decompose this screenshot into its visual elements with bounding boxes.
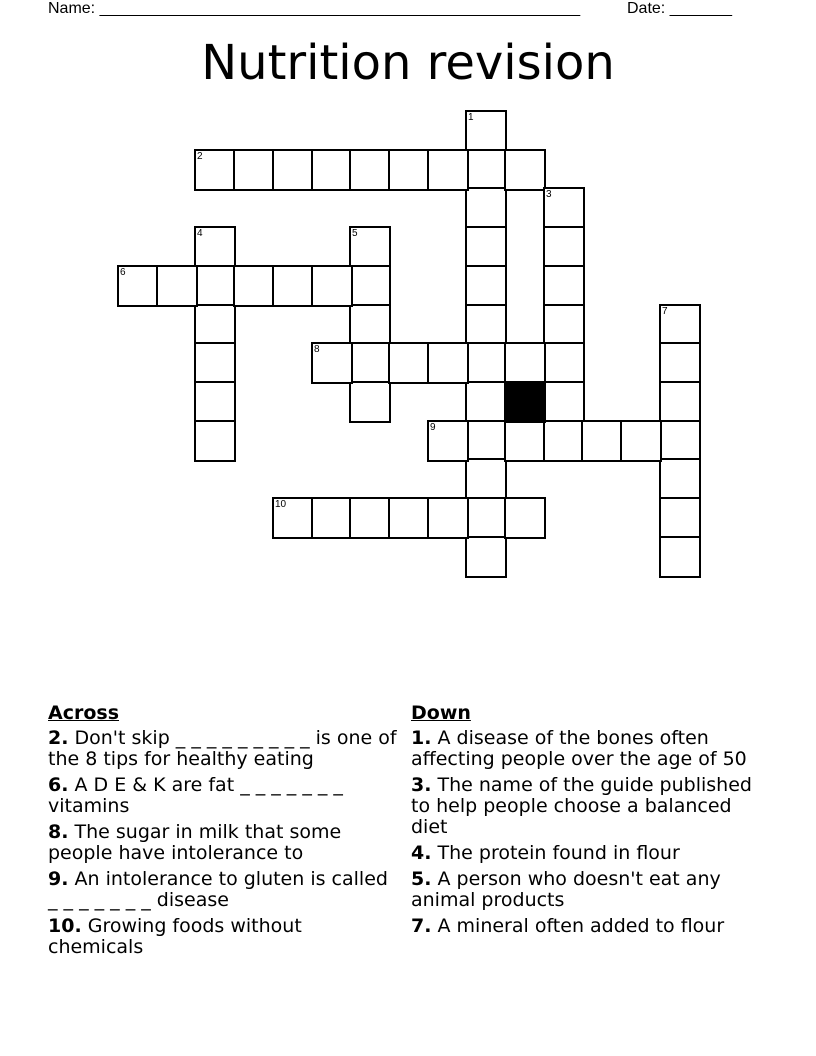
crossword-cell[interactable] xyxy=(659,497,701,539)
clue-text: A mineral often added to flour xyxy=(437,915,725,937)
date-field-label: Date: _______ xyxy=(627,0,732,17)
clue-number: 2. xyxy=(48,727,69,749)
crossword-cell[interactable] xyxy=(427,497,469,539)
clue-across-2 xyxy=(48,728,403,770)
page-title: Nutrition revision xyxy=(201,35,615,91)
clue-number: 8. xyxy=(48,821,69,843)
crossword-cell[interactable] xyxy=(156,265,198,307)
crossword-cell[interactable] xyxy=(427,420,469,462)
crossword-cell[interactable] xyxy=(504,342,546,384)
crossword-cell[interactable] xyxy=(465,304,507,346)
crossword-cell[interactable] xyxy=(465,536,507,578)
clue-text: The name of the guide published to help people choose a balanced diet xyxy=(411,774,752,838)
crossword-cell[interactable] xyxy=(233,149,275,191)
crossword-cell[interactable] xyxy=(194,304,236,346)
clue-text: A D E & K are fat _ _ _ _ _ _ _ vitamins xyxy=(48,774,343,817)
crossword-cell[interactable] xyxy=(311,149,353,191)
crossword-cell[interactable] xyxy=(659,342,701,384)
crossword-cell[interactable] xyxy=(504,497,546,539)
name-field-label: Name: ______________________________________________________ xyxy=(48,0,581,17)
across-heading: Across xyxy=(48,702,120,724)
crossword-cell[interactable] xyxy=(659,536,701,578)
crossword-cell[interactable] xyxy=(388,149,430,191)
crossword-cell[interactable] xyxy=(233,265,275,307)
crossword-cell[interactable] xyxy=(349,304,391,346)
cell-number: 3 xyxy=(546,189,552,200)
crossword-cell[interactable] xyxy=(272,497,314,539)
crossword-cell[interactable] xyxy=(504,149,546,191)
cell-number: 6 xyxy=(120,267,126,278)
clue-across-8 xyxy=(48,822,403,864)
cell-number: 2 xyxy=(197,151,203,162)
crossword-cell[interactable] xyxy=(349,381,391,423)
crossword-cell[interactable] xyxy=(659,458,701,500)
cell-number: 10 xyxy=(275,499,287,510)
crossword-cell[interactable] xyxy=(465,342,507,384)
crossword-cell[interactable] xyxy=(349,497,391,539)
crossword-cell[interactable] xyxy=(465,226,507,268)
clue-down-7 xyxy=(411,916,766,937)
crossword-cell[interactable] xyxy=(659,381,701,423)
clue-down-5 xyxy=(411,869,766,911)
cell-number: 7 xyxy=(662,306,668,317)
cell-number: 9 xyxy=(430,422,436,433)
clue-number: 5. xyxy=(411,868,432,890)
crossword-cell[interactable] xyxy=(349,265,391,307)
across-clues xyxy=(48,703,403,963)
crossword-cell[interactable] xyxy=(659,420,701,462)
crossword-cell[interactable] xyxy=(388,497,430,539)
crossword-cell[interactable] xyxy=(194,342,236,384)
clue-text: A disease of the bones often affecting people over the age of 50 xyxy=(411,727,747,770)
crossword-cell[interactable] xyxy=(543,420,585,462)
crossword-cell[interactable] xyxy=(311,265,353,307)
crossword-cell[interactable] xyxy=(117,265,159,307)
clue-text: A person who doesn't eat any animal products xyxy=(411,868,721,911)
crossword-cell[interactable] xyxy=(349,226,391,268)
cell-number: 4 xyxy=(197,228,203,239)
crossword-cell[interactable] xyxy=(194,149,236,191)
cell-number: 5 xyxy=(352,228,358,239)
crossword-cell[interactable] xyxy=(465,458,507,500)
clue-across-9 xyxy=(48,869,403,911)
crossword-cell[interactable] xyxy=(543,381,585,423)
clue-number: 1. xyxy=(411,727,432,749)
clue-across-10 xyxy=(48,916,403,958)
crossword-cell[interactable] xyxy=(349,149,391,191)
clue-number: 3. xyxy=(411,774,432,796)
crossword-cell[interactable] xyxy=(194,381,236,423)
clue-text: The sugar in milk that some people have intolerance to xyxy=(48,821,342,864)
crossword-cell[interactable] xyxy=(194,226,236,268)
crossword-cell[interactable] xyxy=(543,342,585,384)
clue-down-3 xyxy=(411,775,766,838)
crossword-cell[interactable] xyxy=(194,420,236,462)
crossword-cell[interactable] xyxy=(543,226,585,268)
crossword-cell[interactable] xyxy=(659,304,701,346)
down-heading: Down xyxy=(411,702,471,724)
crossword-cell[interactable] xyxy=(465,381,507,423)
crossword-cell[interactable] xyxy=(620,420,662,462)
crossword-cell[interactable] xyxy=(504,420,546,462)
clue-number: 9. xyxy=(48,868,69,890)
crossword-cell[interactable] xyxy=(543,187,585,229)
clue-number: 4. xyxy=(411,842,432,864)
crossword-cell[interactable] xyxy=(311,497,353,539)
cell-number: 8 xyxy=(314,344,320,355)
crossword-cell[interactable] xyxy=(543,265,585,307)
clue-text: Growing foods without chemicals xyxy=(48,915,302,958)
black-cell xyxy=(504,381,546,423)
crossword-cell[interactable] xyxy=(465,149,507,191)
crossword-cell[interactable] xyxy=(465,110,507,152)
clue-down-4 xyxy=(411,843,766,864)
clue-text: Don't skip _ _ _ _ _ _ _ _ _ is one of the 8 tips for healthy eating xyxy=(48,727,397,770)
clue-text: The protein found in flour xyxy=(437,842,680,864)
clue-number: 7. xyxy=(411,915,432,937)
crossword-cell[interactable] xyxy=(311,342,353,384)
crossword-cell[interactable] xyxy=(465,265,507,307)
crossword-cell[interactable] xyxy=(427,149,469,191)
crossword-cell[interactable] xyxy=(272,265,314,307)
crossword-cell[interactable] xyxy=(465,420,507,462)
down-clues xyxy=(411,703,766,942)
crossword-cell[interactable] xyxy=(581,420,623,462)
crossword-cell[interactable] xyxy=(465,187,507,229)
cell-number: 1 xyxy=(468,112,474,123)
crossword-cell[interactable] xyxy=(465,497,507,539)
clue-number: 10. xyxy=(48,915,82,937)
clue-number: 6. xyxy=(48,774,69,796)
clue-down-1 xyxy=(411,728,766,770)
clue-text: An intolerance to gluten is called _ _ _ _ _ _ _ disease xyxy=(48,868,388,911)
crossword-cell[interactable] xyxy=(543,304,585,346)
crossword-cell[interactable] xyxy=(349,342,391,384)
clue-across-6 xyxy=(48,775,403,817)
crossword-cell[interactable] xyxy=(388,342,430,384)
crossword-cell[interactable] xyxy=(194,265,236,307)
crossword-cell[interactable] xyxy=(272,149,314,191)
crossword-cell[interactable] xyxy=(427,342,469,384)
